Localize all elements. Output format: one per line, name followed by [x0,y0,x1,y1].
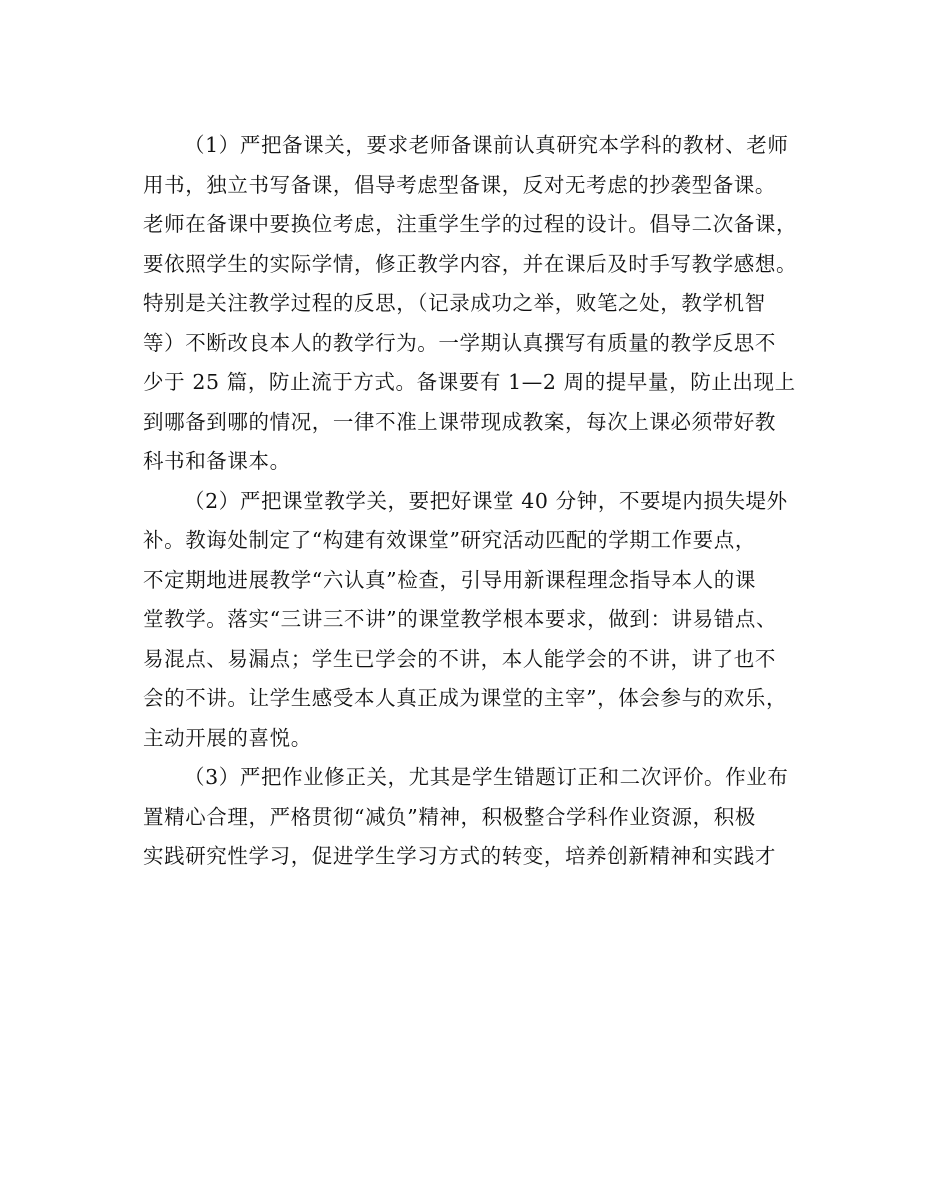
paragraph-1-line-1: （1）严把备课关，要求老师备课前认真研究本学科的教材、老师 [184,133,789,157]
paragraph-2-line-6: 会的不讲。让学生感受本人真正成为课堂的主宰”，体会参与的欢乐， [143,686,788,710]
paragraph-2-line-1: （2）严把课堂教学关，要把好课堂 40 分钟，不要堤内损失堤外 [184,488,788,513]
paragraph-3-line-2: 置精心合理，严格贯彻“减负”精神，积极整合学科作业资源，积极 [143,804,756,829]
paragraph-3-line-3: 实践研究性学习，促进学生学习方式的转变，培养创新精神和实践才 [143,844,776,868]
paragraph-1-line-4: 要依照学生的实际学情，修正教学内容，并在课后及时手写教学感想。 [143,251,798,276]
paragraph-1-line-3: 老师在备课中要换位考虑，注重学生学的过程的设计。倡导二次备课， [143,212,798,236]
paragraph-1-line-5: 特别是关注教学过程的反思，（记录成功之举，败笔之处，教学机智 [143,291,766,315]
paragraph-1-line-9: 科书和备课本。 [143,449,291,473]
paragraph-2-line-3: 不定期地进展教学“六认真”检查，引导用新课程理念指导本人的课 [143,567,756,592]
paragraph-2-line-5: 易混点、易漏点；学生已学会的不讲，本人能学会的不讲，讲了也不 [143,646,776,671]
body-text [143,126,823,877]
paragraph-2-line-2: 补。教诲处制定了“构建有效课堂”研究活动匹配的学期工作要点， [143,528,756,552]
paragraph-1-line-7: 少于 25 篇，防止流于方式。备课要有 1—2 周的提早量，防止出现上 [143,370,796,394]
paragraph-1-line-6: 等）不断改良本人的教学行为。一学期认真撰写有质量的教学反思不 [143,330,776,355]
paragraph-1-line-8: 到哪备到哪的情况，一律不准上课带现成教案，每次上课必须带好教 [143,409,776,434]
paragraph-1-line-2: 用书，独立书写备课，倡导考虑型备课，反对无考虑的抄袭型备课。 [143,172,776,197]
paragraph-2-line-4: 堂教学。落实“三讲三不讲”的课堂教学根本要求，做到：讲易错点、 [143,607,778,631]
paragraph-3-line-1: （3）严把作业修正关，尤其是学生错题订正和二次评价。作业布 [184,765,789,789]
paragraph-2-line-7: 主动开展的喜悦。 [143,725,312,750]
